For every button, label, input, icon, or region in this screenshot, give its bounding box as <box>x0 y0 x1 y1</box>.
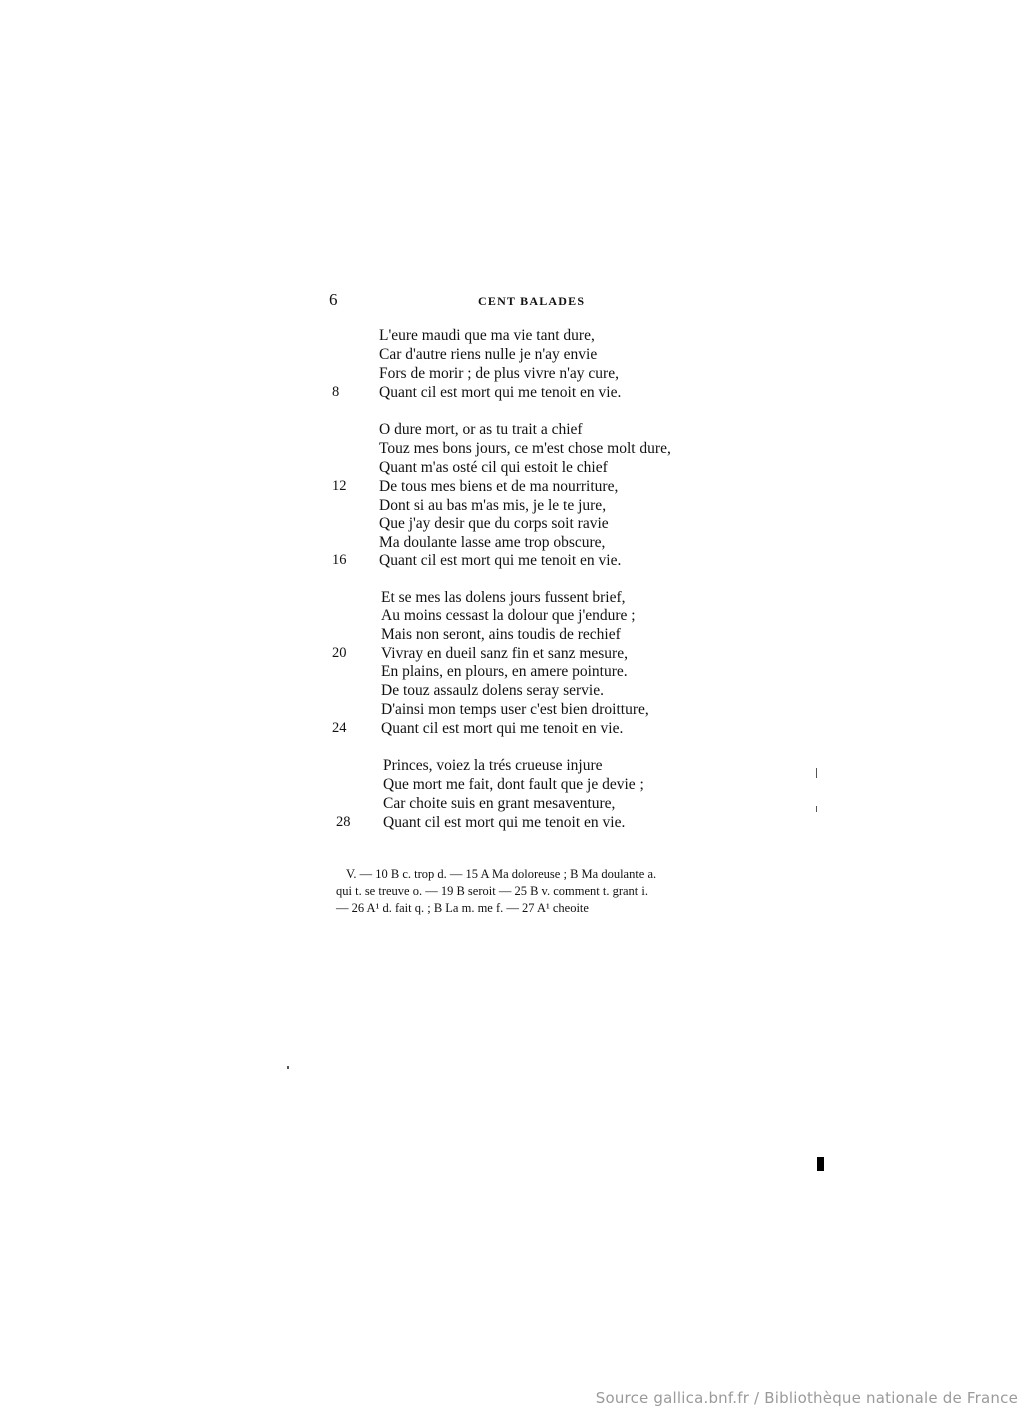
verse-text: Car choite suis en grant mesaventure, <box>383 795 616 812</box>
verse-text: Fors de morir ; de plus vivre n'ay cure, <box>379 365 619 382</box>
line-number: 20 <box>332 645 347 661</box>
verse-text: Car d'autre riens nulle je n'ay envie <box>379 346 598 363</box>
line-number: 28 <box>336 814 351 830</box>
verse-text: L'eure maudi que ma vie tant dure, <box>379 327 595 344</box>
verse-text: Et se mes las dolens jours fussent brief, <box>381 589 626 606</box>
running-title: CENT BALADES <box>478 294 586 308</box>
source-attribution: Source gallica.bnf.fr / Bibliothèque nationale de France <box>595 1389 1018 1407</box>
verse-text: Princes, voiez la trés crueuse injure <box>383 757 603 774</box>
page-number: 6 <box>329 290 338 309</box>
scan-speck <box>816 806 817 812</box>
variant-line: — 26 A¹ d. fait q. ; B La m. me f. — 27 A¹ cheoite <box>336 901 589 915</box>
verse-text: O dure mort, or as tu trait a chief <box>379 421 583 438</box>
verse-text: D'ainsi mon temps user c'est bien droitture, <box>381 701 649 718</box>
verse-text: Quant cil est mort qui me tenoit en vie. <box>379 552 622 569</box>
line-number: 24 <box>332 720 347 736</box>
verse-text: Que j'ay desir que du corps soit ravie <box>379 515 609 532</box>
scan-speck <box>816 768 817 778</box>
variant-line: qui t. se treuve o. — 19 B seroit — 25 B v. comment t. grant i. <box>336 884 648 898</box>
scan-speck <box>287 1066 289 1069</box>
verse-text: Que mort me fait, dont fault que je devie ; <box>383 776 644 793</box>
verse-text: Quant cil est mort qui me tenoit en vie. <box>381 720 624 737</box>
line-number: 8 <box>332 384 340 400</box>
verse-text: Au moins cessast la dolour que j'endure ; <box>381 607 636 624</box>
verse-text: Touz mes bons jours, ce m'est chose molt dure, <box>379 440 671 457</box>
verse-text: En plains, en plours, en amere pointure. <box>381 663 628 680</box>
variant-readings <box>336 866 736 917</box>
verse-text: De tous mes biens et de ma nourriture, <box>379 478 619 495</box>
verse-text: Dont si au bas m'as mis, je le te jure, <box>379 497 607 514</box>
verse-text: Mais non seront, ains toudis de rechief <box>381 626 621 643</box>
variant-line: V. — 10 B c. trop d. — 15 A Ma doloreuse ; B Ma doulante a. <box>346 867 657 881</box>
verse-text: De touz assaulz dolens seray servie. <box>381 682 604 699</box>
verse-text: Quant m'as osté cil qui estoit le chief <box>379 459 608 476</box>
scan-mark <box>817 1157 824 1171</box>
line-number: 12 <box>332 478 347 494</box>
verse-text: Quant cil est mort qui me tenoit en vie. <box>383 814 626 831</box>
verse-text: Quant cil est mort qui me tenoit en vie. <box>379 384 622 401</box>
verse-text: Ma doulante lasse ame trop obscure, <box>379 534 606 551</box>
verse-text: Vivray en dueil sanz fin et sanz mesure, <box>381 645 628 662</box>
line-number: 16 <box>332 552 347 568</box>
